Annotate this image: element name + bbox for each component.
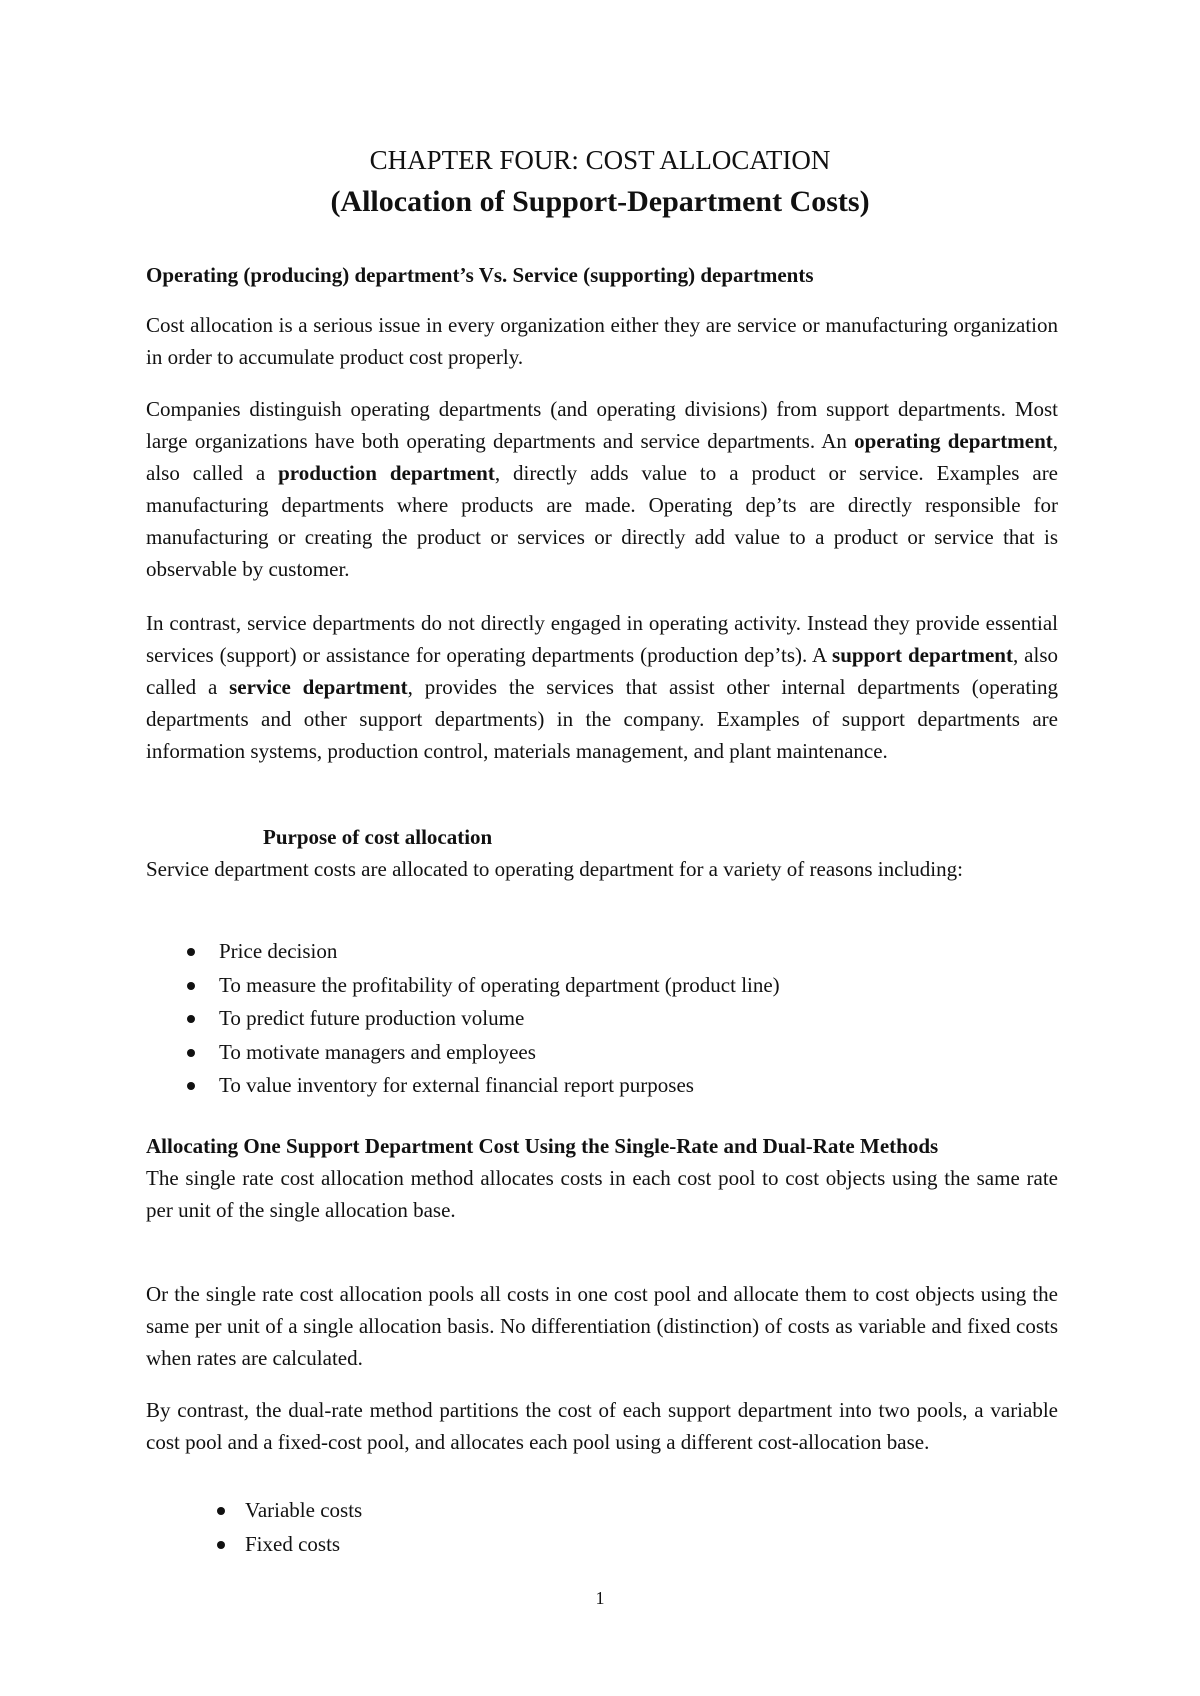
paragraph: Cost allocation is a serious issue in every organization either they are service or manufacturing organization in order to accumulate product cost properly. (146, 313, 1058, 369)
section-heading: Allocating One Support Department Cost Using the Single-Rate and Dual-Rate Methods (146, 1134, 939, 1158)
list-item-text: Price decision (219, 939, 338, 963)
paragraph (146, 393, 1058, 585)
paragraph-single-rate (146, 1278, 1058, 1374)
paragraph: By contrast, the dual-rate method partitions the cost of each support department into two pools, a variable cost pool and a fixed-cost pool, and allocates each pool using a different cost-allocation base. (146, 1398, 1058, 1454)
section-operating-vs-service (146, 259, 1058, 291)
paragraph-support-department (146, 607, 1058, 767)
bullet-icon (187, 1049, 195, 1057)
cost-type-bullet-list (245, 1494, 362, 1561)
bullet-icon (217, 1541, 225, 1549)
text-run: In contrast, service departments do not directly engaged in operating activity. Instead they provide essential services (support) or assistance for operating departments (production dep’ts). A (146, 611, 1058, 667)
list-item-text: To measure the profitability of operating department (product line) (219, 972, 780, 997)
list-item-text: To motivate managers and employees (219, 1039, 536, 1064)
chapter-subtitle: (Allocation of Support-Department Costs) (330, 185, 870, 218)
paragraph (146, 607, 1058, 767)
list-item-text: To value inventory for external financial report purposes (219, 1073, 694, 1097)
bold-term: support department (832, 643, 1013, 667)
page-number: 1 (595, 1588, 605, 1608)
paragraph: Or the single rate cost allocation pools all costs in one cost pool and allocate them to cost objects using the same per unit of a single allocation basis. No differentiation (distinction) of costs as variable and fixed costs when rates are calculated. (146, 1282, 1058, 1370)
chapter-title: CHAPTER FOUR: COST ALLOCATION (369, 145, 831, 175)
paragraph: Service department costs are allocated to operating department for a variety of reasons including: (146, 857, 963, 881)
paragraph-operating-department (146, 393, 1058, 585)
bold-term: operating department (854, 429, 1053, 453)
text-run: Companies distinguish operating departments (and operating divisions) from support departments. Most large organizations have both operating departments and service departments. An (146, 397, 1058, 453)
list-item (219, 935, 780, 969)
list-item (219, 1002, 780, 1036)
list-item (219, 1069, 780, 1103)
bullet-icon (187, 982, 195, 990)
list-item (219, 1036, 780, 1070)
text-run: , also called a (146, 643, 1058, 699)
text-run: , provides the services that assist other internal departments (operating departments and other support departments) in the company. Examples of support departments are information systems, production control, materials management, and plant maintenance. (146, 675, 1058, 763)
list-item-text: Variable costs (245, 1498, 363, 1522)
bold-term: production department (278, 461, 495, 485)
section-heading: Operating (producing) department’s Vs. Service (supporting) departments (146, 263, 814, 287)
bullet-icon (187, 1082, 195, 1090)
paragraph-cost-allocation (146, 309, 1058, 373)
list-item-text: To predict future production volume (219, 1006, 525, 1030)
purpose-bullet-list (219, 935, 780, 1103)
bullet-icon (187, 948, 195, 956)
paragraph-dual-rate (146, 1394, 1058, 1458)
paragraph: The single rate cost allocation method allocates costs in each cost pool to cost objects using the same rate per unit of the single allocation base. (146, 1166, 1058, 1222)
purpose-intro (146, 853, 1006, 885)
list-item (245, 1528, 362, 1562)
list-item (245, 1494, 362, 1528)
section-single-dual-rate (146, 1130, 1058, 1226)
purpose-heading: Purpose of cost allocation (263, 825, 493, 849)
bullet-icon (217, 1507, 225, 1515)
text-run: , directly adds value to a product or service. Examples are manufacturing departments where products are made. Operating dep’ts are directly responsible for manufacturing or creating the product or services or directly add value to a product or service that is observable by customer. (146, 461, 1059, 581)
text-run: , also called a (146, 429, 1058, 485)
bold-term: service department (229, 675, 408, 699)
bullet-icon (187, 1015, 195, 1023)
list-item-text: Fixed costs (245, 1531, 341, 1556)
list-item (219, 969, 780, 1003)
